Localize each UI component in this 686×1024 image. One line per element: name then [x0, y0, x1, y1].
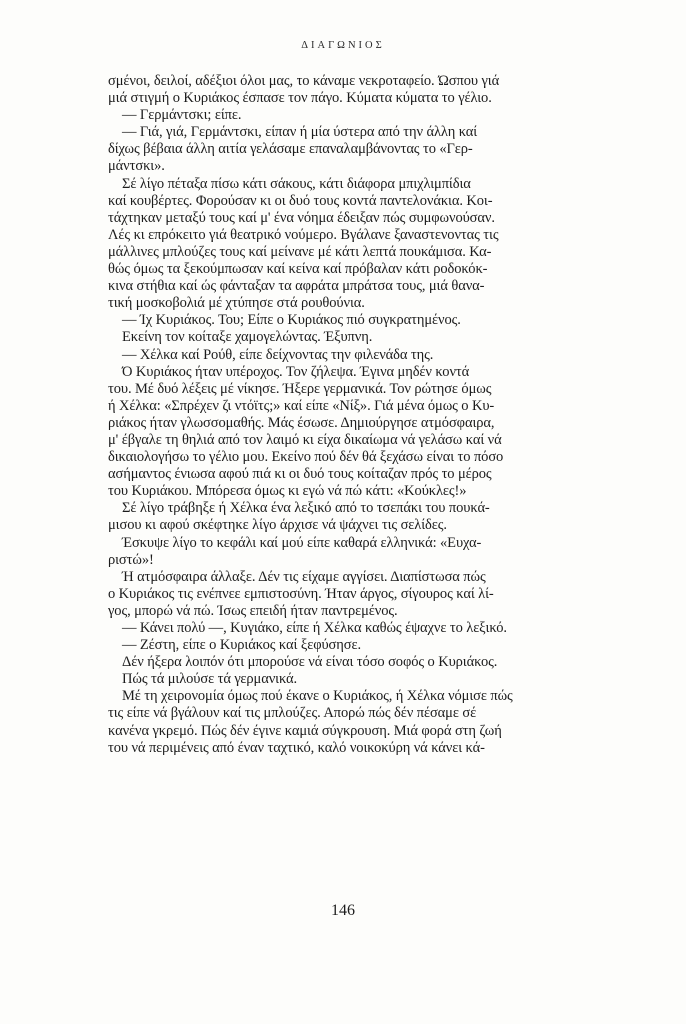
text-line: Μέ τη χειρονομία όμως πού έκανε ο Κυριάκος, ή Χέλκα νόμισε πώς	[122, 688, 513, 705]
text-line: μ' έβγαλε τη θηλιά από τον λαιμό κι είχα δικαίωμα νά γελάσω καί νά	[108, 431, 502, 448]
text-line: του νά περιμένεις από έναν ταχτικό, καλό νοικοκύρη νά κάνει κά-	[108, 739, 485, 756]
text-line: θώς όμως τα ξεκούμπωσαν καί κείνα καί πρόβαλαν κάτι ροδοκόκ-	[108, 261, 488, 278]
text-line: — Γερμάντσκι; είπε.	[122, 107, 242, 124]
body-text	[108, 73, 630, 757]
text-line: Εκείνη τον κοίταξε χαμογελώντας. Έξυπνη.	[122, 329, 373, 346]
text-line: μάλλινες μπλούζες τους καί μείνανε μέ κάτι λεπτά πουκάμισα. Κα-	[108, 243, 492, 260]
text-line: τις είπε νά βγάλουν καί τις μπλούζες. Απορώ πώς δέν πέσαμε σέ	[108, 705, 477, 722]
text-line: καί κουβέρτες. Φορούσαν κι οι δυό τους κοντά παντελονάκια. Κοι-	[108, 192, 493, 209]
text-line: Λές κι επρόκειτο γιά θεατρικό νούμερο. Βγάλανε ξαναστενοντας τις	[108, 226, 499, 243]
text-line: δίχως βέβαια άλλη αιτία γελάσαμε επαναλαμβάνοντας το «Γερ-	[108, 141, 473, 158]
text-line: του Κυριάκου. Μπόρεσα όμως κι εγώ νά πώ κάτι: «Κούκλες!»	[108, 483, 467, 500]
text-line: κανένα γκρεμό. Πώς δέν έγινε καμιά σύγκρουση. Μιά φορά στη ζωή	[108, 722, 502, 739]
text-line: — Ίχ Κυριάκος. Του; Είπε ο Κυριάκος πιό συγκρατημένος.	[122, 312, 461, 329]
text-line: κινα στήθια καί ώς φάνταξαν τα αφράτα μπράτσα τους, μιά θανα-	[108, 278, 485, 295]
text-line: — Γιά, γιά, Γερμάντσκι, είπαν ή μία ύστερα από την άλλη καί	[122, 124, 478, 141]
text-line: Σέ λίγο τράβηξε ή Χέλκα ένα λεξικό από το τσεπάκι του πουκά-	[122, 500, 490, 517]
text-line: σμένοι, δειλοί, αδέξιοι όλοι μας, το κάναμε νεκροταφείο. Ώσπου γιά	[108, 73, 500, 89]
text-line: Έσκυψε λίγο το κεφάλι καί μού είπε καθαρά ελληνικά: «Ευχα-	[122, 534, 482, 551]
text-line: δικαιολογήσω το γέλιο μου. Εκείνο πού δέν θά ξεχάσω είναι το πόσο	[108, 449, 504, 466]
text-line: — Ζέστη, είπε ο Κυριάκος καί ξεφύσησε.	[122, 637, 361, 654]
text-line: του. Μέ δυό λέξεις μέ νίκησε. Ήξερε γερμανικά. Τον ρώτησε όμως	[108, 380, 492, 397]
text-line: ριστώ»!	[108, 551, 154, 568]
text-line: ή Χέλκα: «Σπρέχεν ζι ντόϊτς;» καί είπε «Νίξ». Γιά μένα όμως ο Κυ-	[108, 397, 495, 414]
text-line: Πώς τά μιλούσε τά γερμανικά.	[122, 671, 298, 688]
text-line: τική μοσκοβολιά μέ χτύπησε στά ρουθούνια.	[108, 295, 365, 312]
text-line: — Κάνει πολύ —, Κυγιάκο, είπε ή Χέλκα καθώς έψαχνε το λεξικό.	[122, 620, 507, 636]
page-number: 146	[331, 902, 355, 919]
text-line: ριάκος ήταν γλωσσομαθής. Μάς έσωσε. Δημιούργησε ατμόσφαιρα,	[108, 414, 495, 431]
text-line: Ό Κυριάκος ήταν υπέροχος. Τον ζήλεψα. Έγινα μηδέν κοντά	[122, 363, 470, 380]
text-line: — Χέλκα καί Ρούθ, είπε δείχνοντας την φιλενάδα της.	[122, 346, 434, 363]
text-line: μισου κι αφού σκέφτηκε λίγο άρχισε νά ψάχνει τις σελίδες.	[108, 517, 447, 534]
text-line: Σέ λίγο πέταξα πίσω κάτι σάκους, κάτι διάφορα μπιχλιμπίδια	[122, 175, 471, 192]
text-line: Ή ατμόσφαιρα άλλαξε. Δέν τις είχαμε αγγίσει. Διαπίστωσα πώς	[122, 568, 486, 585]
text-line: γος, μπορώ νά πώ. Ίσως επειδή ήταν παντρεμένος.	[108, 602, 398, 619]
text-line: μιά στιγμή ο Κυριάκος έσπασε τον πάγο. Κύματα κύματα το γέλιο.	[108, 90, 492, 107]
text-line: μάντσκι».	[108, 158, 165, 175]
running-head: ΔΙΑΓΩΝΙΟΣ	[301, 40, 385, 51]
text-line: ο Κυριάκος τις ενέπνεε εμπιστοσύνη. Ήταν άργος, σίγουρος καί λί-	[108, 585, 494, 602]
text-line: ασήμαντος ένιωσα αφού πιά κι οι δυό τους κοίταζαν πρός το μέρος	[108, 466, 492, 483]
text-line: Δέν ήξερα λοιπόν ότι μπορούσε νά είναι τόσο σοφός ο Κυριάκος.	[122, 654, 498, 671]
text-line: τάχτηκαν μεταξύ τους καί μ' ένα νόημα έδειξαν πώς συμφωνούσαν.	[108, 209, 495, 226]
